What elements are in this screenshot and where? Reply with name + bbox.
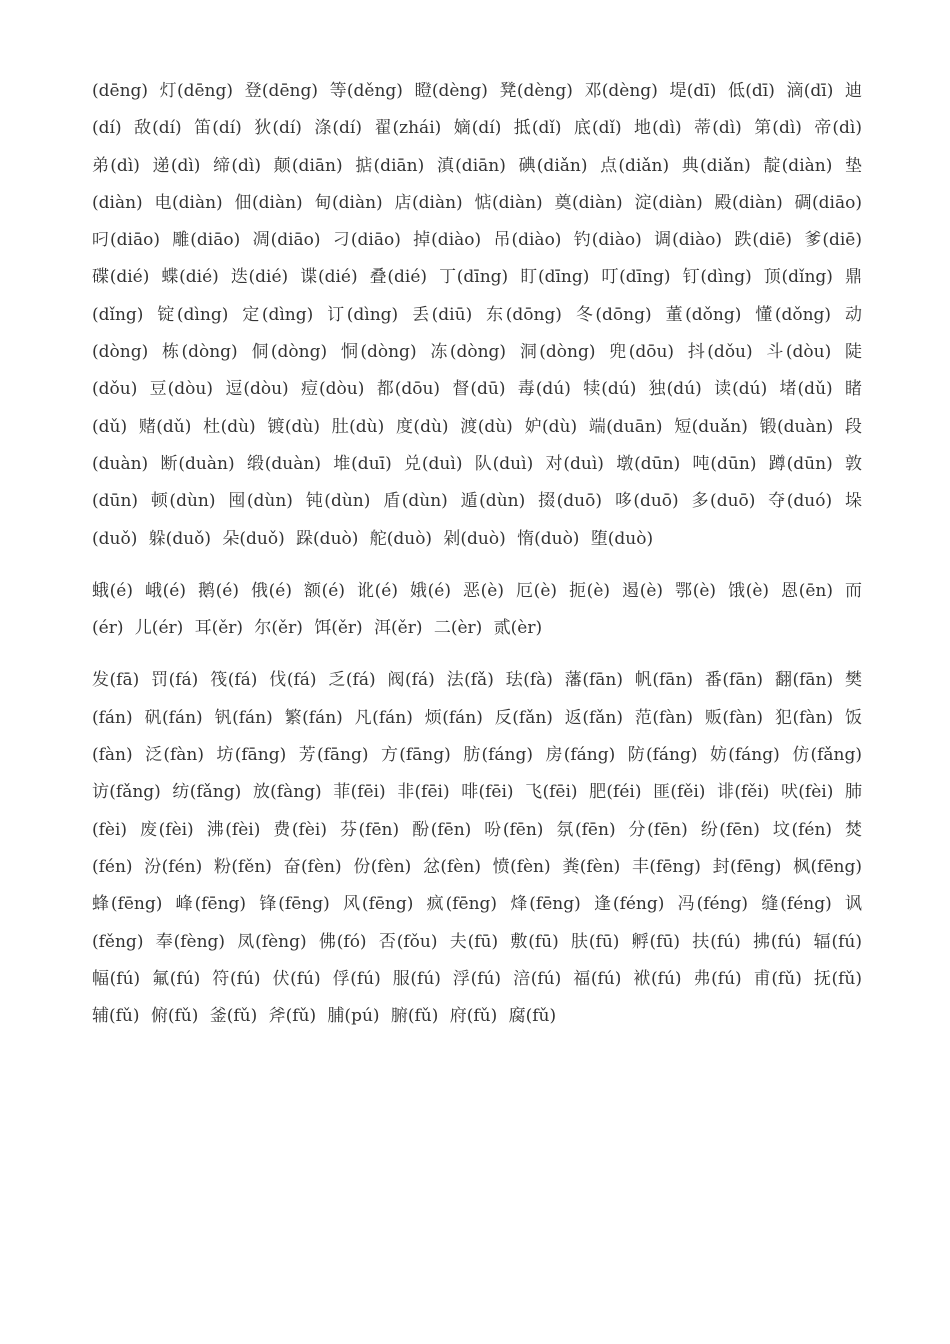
document-page xyxy=(92,73,862,1035)
pinyin-paragraph-d: (dēng) 灯(dēng) 登(dēng) 等(děng) 瞪(dèng) 凳(dèng) 邓(dèng) 堤(dī) 低(dī) 滴(dī) 迪(dí) 敌(dí) 笛(dí) 狄(dí) 涤(dí) 翟(zhái) 嫡(dí) 抵(dǐ) 底(dǐ) 地(dì) 蒂(dì) 第(dì) 帝(dì) 弟(dì) 递(dì) 缔(dì) 颠(diān) 掂(diān) 滇(diān) 碘(diǎn) 点(diǎn) 典(diǎn) 靛(diàn) 垫(diàn) 电(diàn) 佃(diàn) 甸(diàn) 店(diàn) 惦(diàn) 奠(diàn) 淀(diàn) 殿(diàn) 碉(diāo) 叼(diāo) 雕(diāo) 凋(diāo) 刁(diāo) 掉(diào) 吊(diào) 钓(diào) 调(diào) 跌(diē) 爹(diē) 碟(dié) 蝶(dié) 迭(dié) 谍(dié) 叠(dié) 丁(dīng) 盯(dīng) 叮(dīng) 钉(dìng) 顶(dǐng) 鼎(dǐng) 锭(dìng) 定(dìng) 订(dìng) 丢(diū) 东(dōng) 冬(dōng) 董(dǒng) 懂(dǒng) 动(dòng) 栋(dòng) 侗(dòng) 恫(dòng) 冻(dòng) 洞(dòng) 兜(dōu) 抖(dǒu) 斗(dòu) 陡(dǒu) 豆(dòu) 逗(dòu) 痘(dòu) 都(dōu) 督(dū) 毒(dú) 犊(dú) 独(dú) 读(dú) 堵(dǔ) 睹(dǔ) 赌(dǔ) 杜(dù) 镀(dù) 肚(dù) 度(dù) 渡(dù) 妒(dù) 端(duān) 短(duǎn) 锻(duàn) 段(duàn) 断(duàn) 缎(duàn) 堆(duī) 兑(duì) 队(duì) 对(duì) 墩(dūn) 吨(dūn) 蹲(dūn) 敦(dūn) 顿(dùn) 囤(dùn) 钝(dùn) 盾(dùn) 遁(dùn) 掇(duō) 哆(duō) 多(duō) 夺(duó) 垛(duǒ) 躲(duǒ) 朵(duǒ) 跺(duò) 舵(duò) 剁(duò) 惰(duò) 堕(duò) xyxy=(92,81,862,549)
pinyin-paragraph-e: 蛾(é) 峨(é) 鹅(é) 俄(é) 额(é) 讹(é) 娥(é) 恶(è) 厄(è) 扼(è) 遏(è) 鄂(è) 饿(è) 恩(ēn) 而(ér) 儿(ér) 耳(ěr) 尔(ěr) 饵(ěr) 洱(ěr) 二(èr) 贰(èr) xyxy=(92,580,862,639)
pinyin-paragraph-f: 发(fā) 罚(fá) 筏(fá) 伐(fá) 乏(fá) 阀(fá) 法(fǎ) 珐(fà) 藩(fān) 帆(fān) 番(fān) 翻(fān) 樊(fán) 矾(fán) 钒(fán) 繁(fán) 凡(fán) 烦(fán) 反(fǎn) 返(fǎn) 范(fàn) 贩(fàn) 犯(fàn) 饭(fàn) 泛(fàn) 坊(fāng) 芳(fāng) 方(fāng) 肪(fáng) 房(fáng) 防(fáng) 妨(fáng) 仿(fǎng) 访(fǎng) 纺(fǎng) 放(fàng) 菲(fēi) 非(fēi) 啡(fēi) 飞(fēi) 肥(féi) 匪(fěi) 诽(fěi) 吠(fèi) 肺(fèi) 废(fèi) 沸(fèi) 费(fèi) 芬(fēn) 酚(fēn) 吩(fēn) 氛(fēn) 分(fēn) 纷(fēn) 坟(fén) 焚(fén) 汾(fén) 粉(fěn) 奋(fèn) 份(fèn) 忿(fèn) 愤(fèn) 粪(fèn) 丰(fēng) 封(fēng) 枫(fēng) 蜂(fēng) 峰(fēng) 锋(fēng) 风(fēng) 疯(fēng) 烽(fēng) 逢(féng) 冯(féng) 缝(féng) 讽(fěng) 奉(fèng) 凤(fèng) 佛(fó) 否(fǒu) 夫(fū) 敷(fū) 肤(fū) 孵(fū) 扶(fú) 拂(fú) 辐(fú) 幅(fú) 氟(fú) 符(fú) 伏(fú) 俘(fú) 服(fú) 浮(fú) 涪(fú) 福(fú) 袱(fú) 弗(fú) 甫(fǔ) 抚(fǔ) 辅(fǔ) 俯(fǔ) 釜(fǔ) 斧(fǔ) 脯(pú) 腑(fǔ) 府(fǔ) 腐(fǔ) xyxy=(92,670,862,1027)
